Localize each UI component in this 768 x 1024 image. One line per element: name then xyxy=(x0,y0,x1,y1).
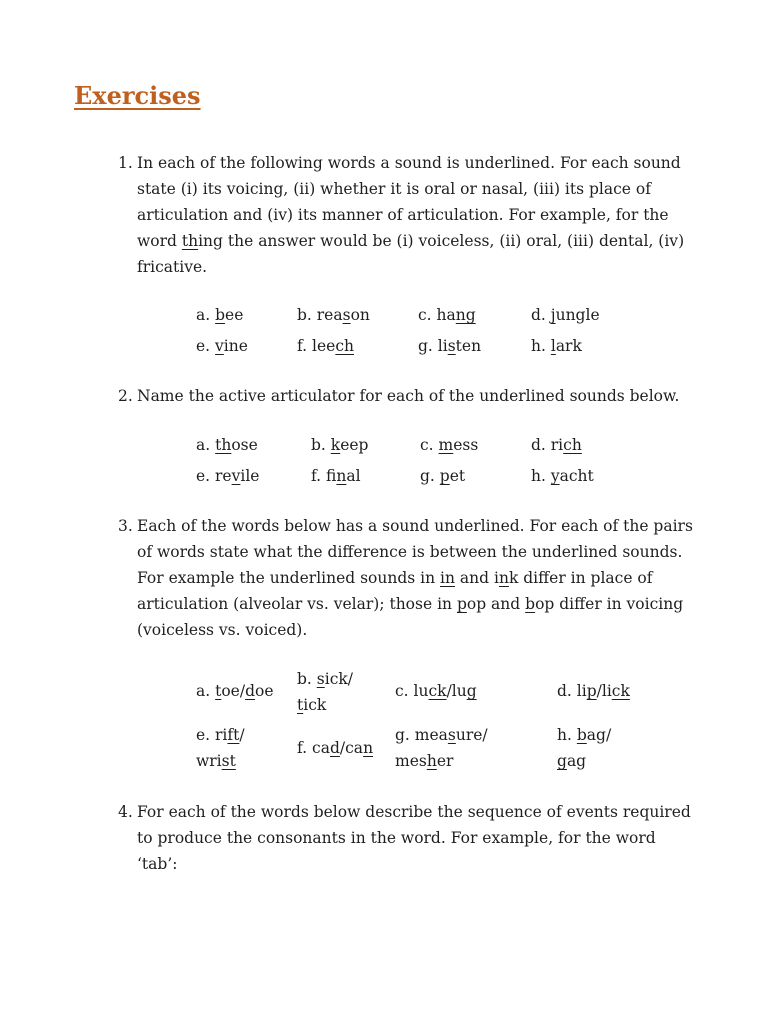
section-title: Exercises xyxy=(74,81,201,110)
list-item: d. lip/lick xyxy=(557,682,630,700)
list-item: b. reason xyxy=(297,306,370,324)
question-text: For each of the words below describe the sequence of events required to produce the consonants in the word. For example, for the word ‘tab’: xyxy=(137,803,691,873)
list-item: f. final xyxy=(311,467,361,485)
question-1 xyxy=(118,150,693,280)
list-item: c. mess xyxy=(420,436,479,454)
list-item: e. vine xyxy=(196,337,248,355)
list-item: e. revile xyxy=(196,467,260,485)
list-item: a. bee xyxy=(196,306,244,324)
list-item: f. cad/can xyxy=(297,739,374,757)
list-item: b. sick/ tick xyxy=(297,670,354,714)
question-2 xyxy=(118,383,693,409)
list-item: d. jungle xyxy=(531,306,600,324)
question-number: 2. xyxy=(118,387,133,405)
list-item: c. luck/lug xyxy=(395,682,477,700)
question-number: 4. xyxy=(118,803,133,821)
question-4 xyxy=(118,799,693,877)
list-item: a. those xyxy=(196,436,258,454)
list-item: h. bag/ gag xyxy=(557,726,612,770)
list-item: b. keep xyxy=(311,436,369,454)
question-text: In each of the following words a sound is underlined. For each sound state (i) its voicing, (ii) whether it is oral or nasal, (iii) its place of articulation and (iv) its manner of articulation. For example, for the word thing the answer would be (i) voiceless, (ii) oral, (iii) dental, (iv) fricative. xyxy=(137,154,685,276)
question-text: Each of the words below has a sound underlined. For each of the pairs of words state what the difference is between the underlined sounds. For example the underlined sounds in in and ink differ in place of articulation (alveolar vs. velar); those in pop and bop differ in voicing (voiceless vs. voiced). xyxy=(137,517,693,639)
list-item: h. yacht xyxy=(531,467,594,485)
list-item: g. listen xyxy=(418,337,482,355)
list-item: c. hang xyxy=(418,306,476,324)
list-item: h. lark xyxy=(531,337,582,355)
question-text: Name the active articulator for each of the underlined sounds below. xyxy=(137,387,680,405)
list-item: a. toe/doe xyxy=(196,682,274,700)
list-item: f. leech xyxy=(297,337,355,355)
list-item: d. rich xyxy=(531,436,582,454)
list-item: e. rift/ wrist xyxy=(196,726,245,770)
list-item: g. pet xyxy=(420,467,466,485)
question-3 xyxy=(118,513,693,643)
question-number: 1. xyxy=(118,154,133,172)
question-number: 3. xyxy=(118,517,133,535)
list-item: g. measure/ mesher xyxy=(395,726,488,770)
